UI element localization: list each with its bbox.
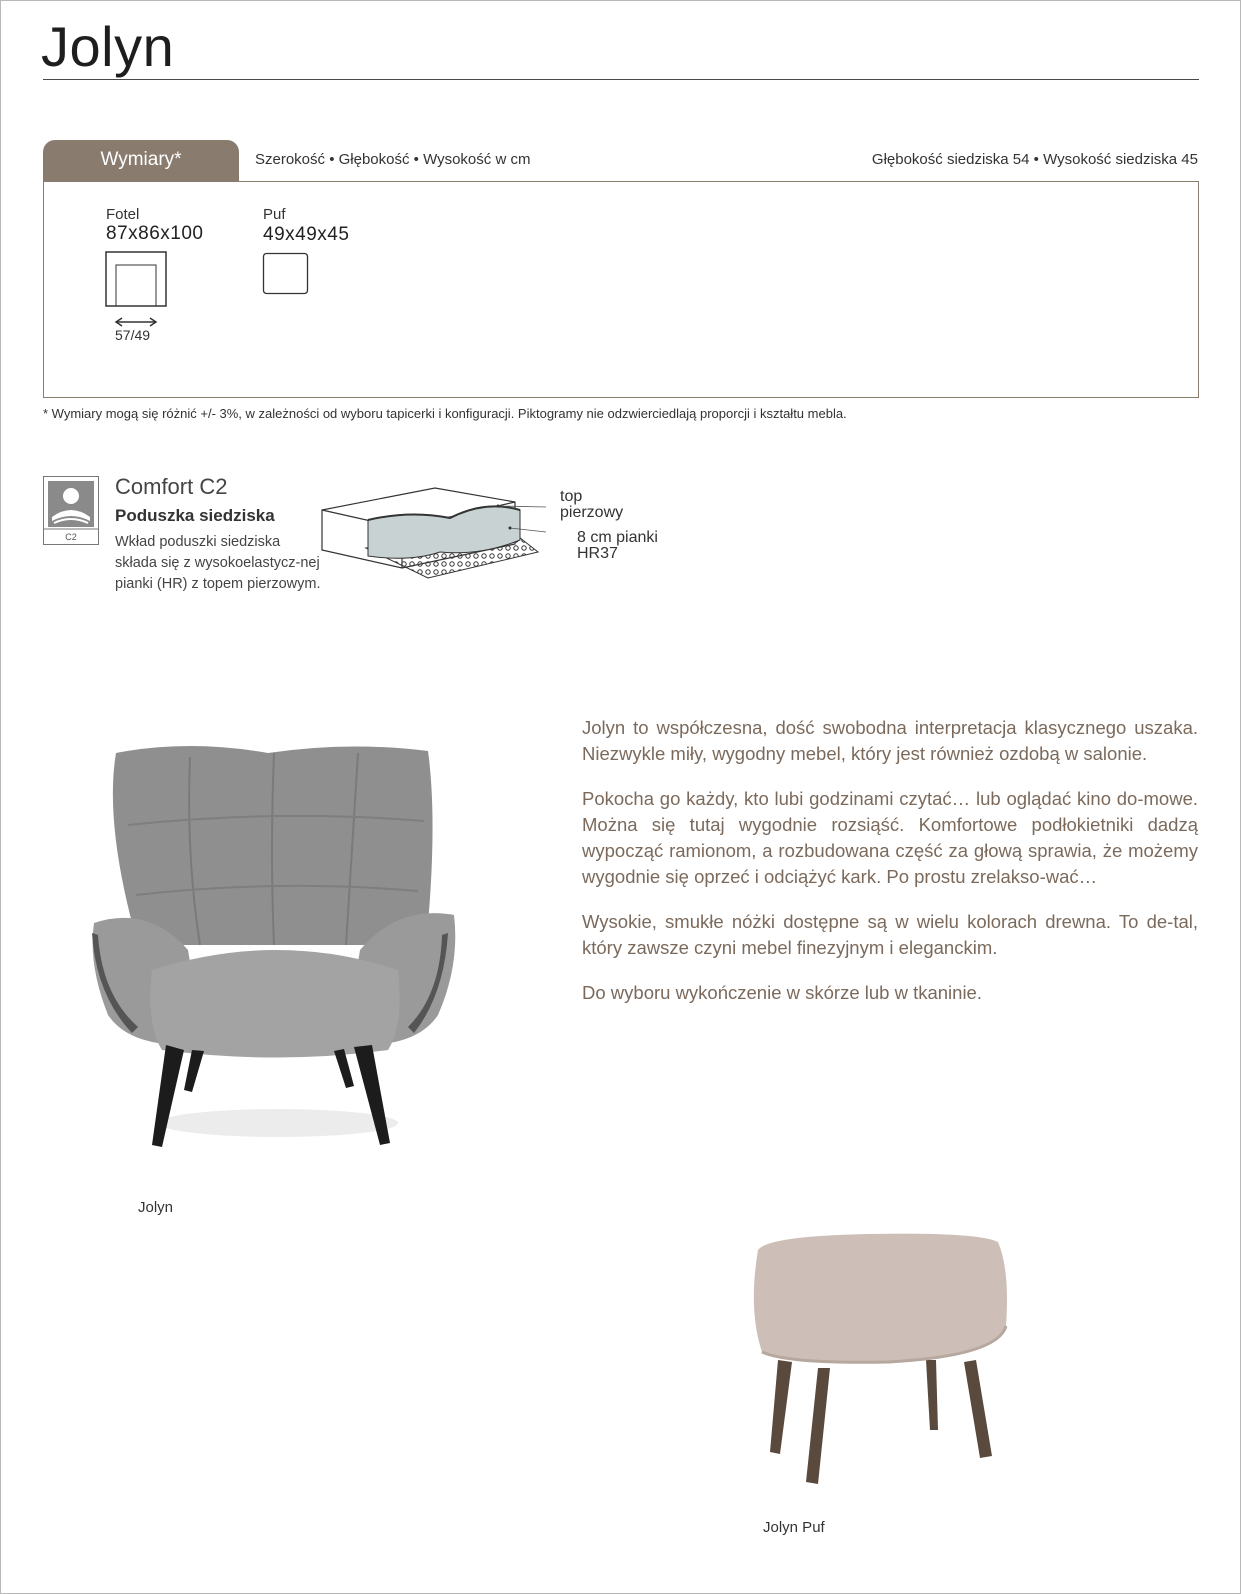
dimensions-caption: Szerokość • Głębokość • Wysokość w cm [255, 151, 531, 168]
description-paragraph: Do wyboru wykończenie w skórze lub w tkaninie. [582, 982, 982, 1003]
diagram-label-foam: 8 cm pianki [577, 529, 658, 546]
comfort-subtitle: Poduszka siedziska [115, 506, 275, 525]
diagram-label-top: top [560, 488, 583, 505]
comfort-icon [43, 476, 99, 545]
title-rule [43, 79, 1199, 80]
pouf-caption: Jolyn Puf [763, 1519, 825, 1536]
diagram-label-feather: pierzowy [560, 504, 624, 521]
comfort-code: C2 [65, 532, 77, 542]
product-name-puf: Puf [263, 206, 286, 223]
comfort-description: Wkład poduszki siedziska składa się z wysokoelastycz-nej pianki (HR) z topem pierzowym. [115, 534, 321, 592]
seat-dimensions-caption: Głębokość siedziska 54 • Wysokość siedziska 45 [871, 151, 1198, 168]
description-paragraph: Wysokie, smukłe nóżki dostępne są w wielu kolorach drewna. To de-tal, który zawsze czyni mebel finezyjnym i eleganckim. [582, 911, 1198, 958]
dimensions-note: * Wymiary mogą się różnić +/- 3%, w zależności od wyboru tapicerki i konfiguracji. Piktogramy nie odzwierciedlają proporcji i kształtu mebla. [43, 406, 847, 421]
armchair-caption: Jolyn [138, 1199, 174, 1216]
seated-person-icon [44, 477, 98, 544]
description-paragraph: Pokocha go każdy, kto lubi godzinami czytać… lub oglądać kino do-mowe. Można się tutaj wygodnie rozsiąść. Komfortowe podłokietniki dadzą wypocząć ramionom, a rozbudowana część za głową sprawia, że możemy wygodnie się oprzeć i odciążyć kark. Po prostu zrelakso-wać… [582, 788, 1198, 887]
description-paragraph: Jolyn to współczesna, dość swobodna interpretacja klasycznego uszaka. Niezwykle miły, wygodny mebel, który jest również ozdobą w salonie. [582, 717, 1198, 764]
product-dims-puf: 49x49x45 [263, 224, 350, 245]
pouf-pictogram-icon [262, 252, 310, 298]
cushion-diagram [320, 480, 550, 595]
armchair-image [88, 745, 468, 1175]
page-title: Jolyn [41, 15, 175, 78]
dimensions-tab: Wymiary* [43, 140, 239, 182]
pouf-image [748, 1230, 1028, 1490]
product-description [582, 715, 1198, 1025]
comfort-title: Comfort C2 [115, 474, 228, 499]
dimensions-box [43, 181, 1199, 398]
seat-width-label: 57/49 [115, 327, 151, 343]
product-dims-fotel: 87x86x100 [106, 223, 204, 244]
diagram-label-hr: HR37 [577, 545, 618, 562]
product-name-fotel: Fotel [106, 206, 140, 223]
